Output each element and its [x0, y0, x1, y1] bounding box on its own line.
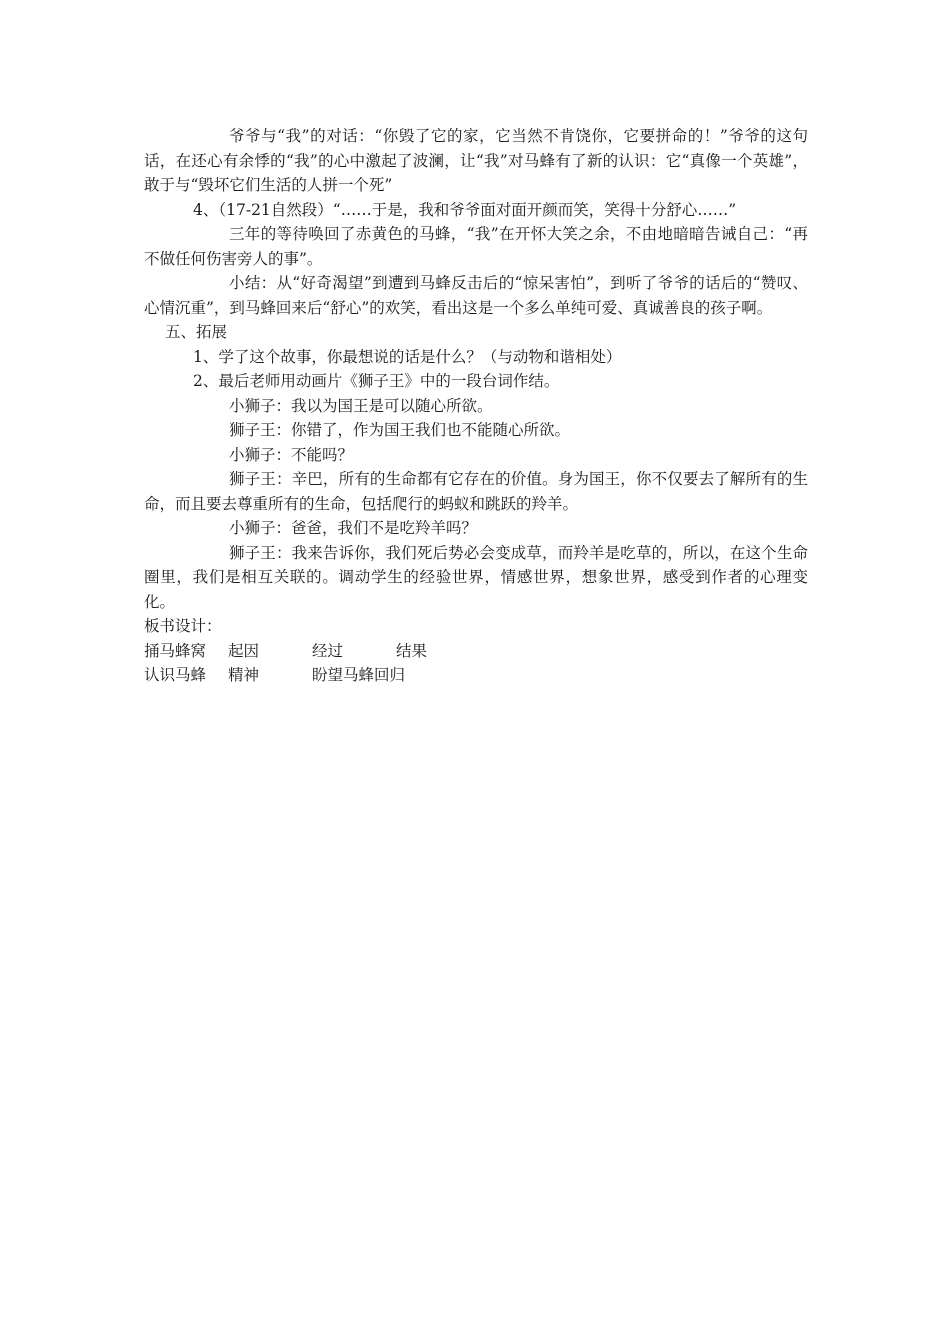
document-page — [144, 124, 808, 688]
paragraph-grandpa-dialogue: 爷爷与“我”的对话：“你毁了它的家，它当然不肯饶你，它要拼命的！”爷爷的这句话，在还心有余悸的“我”的心中激起了波澜，让“我”对马蜂有了新的认识：它“真像一个英雄”，敢于与“毁坏它们生活的人拼一个死” — [144, 127, 808, 194]
section-item-4: 4、（17-21自然段）“……于是，我和爷爷面对面开颜而笑，笑得十分舒心……” — [193, 200, 737, 219]
board-cell: 起因 — [228, 641, 260, 660]
board-cell: 捅马蜂窝 — [144, 641, 207, 660]
dialogue-line-4: 狮子王：辛巴，所有的生命都有它存在的价值。身为国王，你不仅要去了解所有的生命，而且要去尊重所有的生命，包括爬行的蚂蚁和跳跃的羚羊。 — [144, 470, 808, 513]
section-heading-extension: 五、拓展 — [165, 323, 228, 341]
board-row-1 — [144, 639, 808, 664]
board-cell: 结果 — [396, 641, 428, 660]
paragraph-summary: 小结：从“好奇渴望”到遭到马蜂反击后的“惊呆害怕”，到听了爷爷的话后的“赞叹、心情沉重”，到马蜂回来后“舒心”的欢笑，看出这是一个多么单纯可爱、真诚善良的孩子啊。 — [144, 274, 808, 317]
dialogue-line-1: 小狮子：我以为国王是可以随心所欲。 — [229, 396, 493, 415]
dialogue-line-5: 小狮子：爸爸，我们不是吃羚羊吗？ — [229, 519, 478, 537]
board-row-2 — [144, 663, 808, 688]
extension-item-2: 2、最后老师用动画片《狮子王》中的一段台词作结。 — [193, 372, 560, 390]
paragraph-three-years: 三年的等待唤回了赤黄色的马蜂，“我”在开怀大笑之余，不由地暗暗告诫自己：“再不做任何伤害旁人的事”。 — [144, 225, 808, 268]
dialogue-line-6: 狮子王：我来告诉你，我们死后势必会变成草，而羚羊是吃草的，所以，在这个生命圈里，我们是相互关联的。调动学生的经验世界，情感世界，想象世界，感受到作者的心理变化。 — [144, 543, 808, 611]
board-cell: 认识马蜂 — [144, 666, 207, 684]
board-cell: 经过 — [312, 641, 344, 660]
dialogue-line-3: 小狮子：不能吗？ — [229, 445, 354, 464]
board-cell: 盼望马蜂回归 — [312, 666, 406, 684]
board-cell: 精神 — [228, 666, 260, 684]
board-design-title: 板书设计： — [144, 617, 222, 635]
dialogue-line-2: 狮子王：你错了，作为国王我们也不能随心所欲。 — [229, 421, 571, 439]
extension-item-1: 1、学了这个故事，你最想说的话是什么？（与动物和谐相处） — [193, 347, 622, 366]
